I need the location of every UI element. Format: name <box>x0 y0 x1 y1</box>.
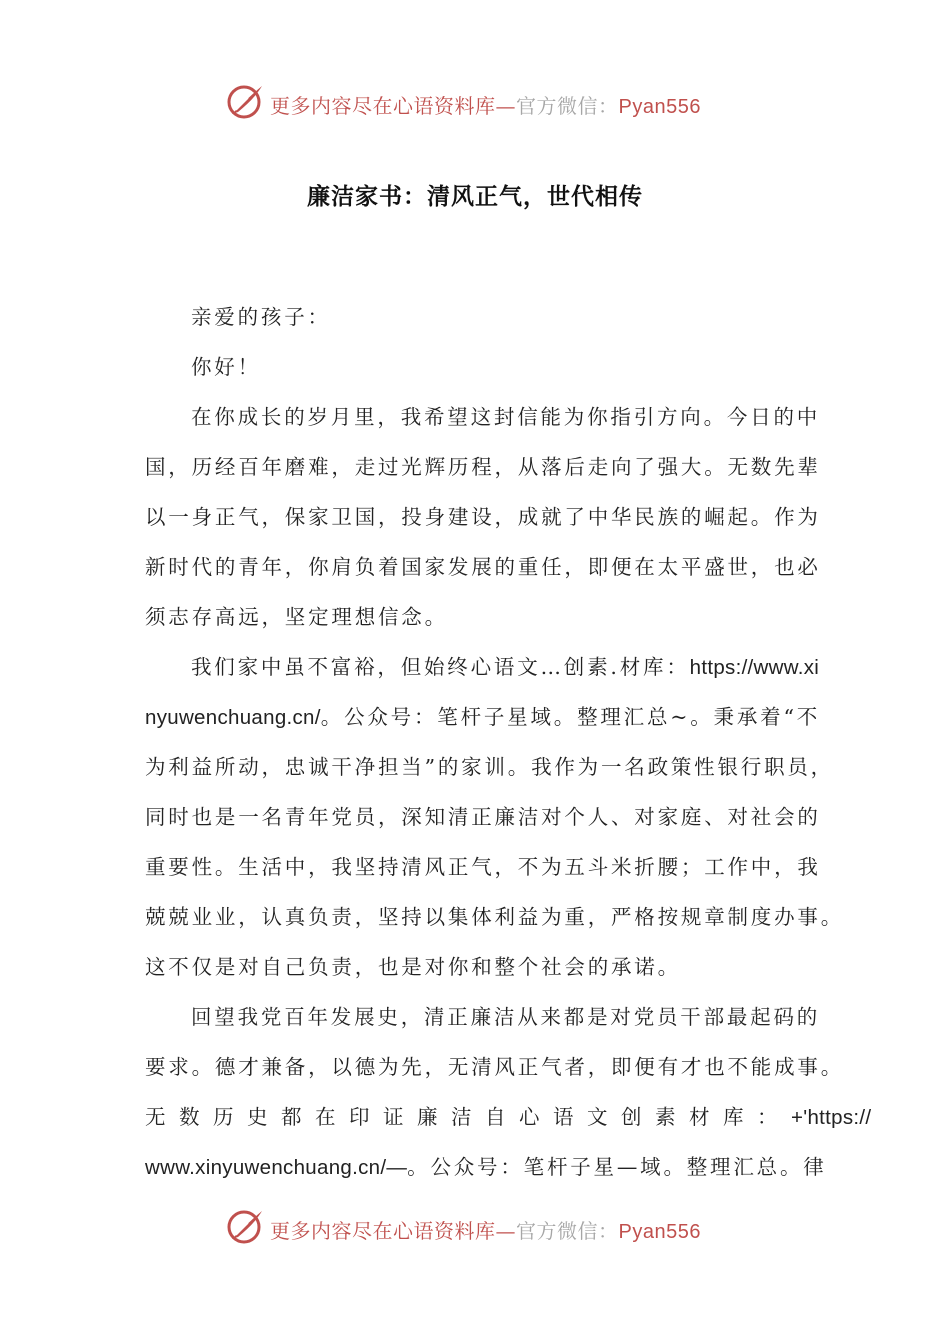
paragraph-line: 兢兢业业，认真负责，坚持以集体利益为重，严格按规章制度办事。 <box>145 905 844 929</box>
paragraph-line: 重要性。生活中，我坚持清风正气，不为五斗米折腰；工作中，我 <box>145 855 821 879</box>
paragraph-line <box>145 1142 827 1192</box>
footer-brand: 更多内容尽在心语资料库— <box>270 1219 516 1243</box>
url-link-segment[interactable]: nyuwenchuang.cn/ <box>145 706 321 729</box>
paragraph-line: 以一身正气，保家卫国，投身建设，成就了中华民族的崛起。作为 <box>145 505 821 529</box>
paragraph-line: 为利益所动，忠诚干净担当”的家训。我作为一名政策性银行职员， <box>145 755 834 779</box>
paragraph-line: 回望我党百年发展史，清正廉洁从来都是对党员干部最起码的 <box>191 1005 821 1029</box>
url-link-segment[interactable]: www.xinyuwenchuang.cn/— <box>145 1156 408 1179</box>
header-banner <box>0 78 950 128</box>
text-segment: 。公众号：笔杆子星—域。整理汇总。律 <box>407 1155 827 1179</box>
paragraph-line: 国，历经百年磨难，走过光辉历程，从落后走向了强大。无数先辈 <box>145 455 821 479</box>
url-link-segment[interactable]: https://www.xi <box>689 656 820 679</box>
header-text <box>270 90 701 119</box>
text-segment: 我们家中虽不富裕，但始终心语文…创素.材库： <box>191 655 690 679</box>
header-brand: 更多内容尽在心语资料库— <box>270 94 516 118</box>
quill-logo-icon <box>226 82 266 122</box>
paragraph-line <box>145 642 820 692</box>
salutation: 你好！ <box>191 355 261 379</box>
footer-wechat-id: Pyan556 <box>618 1221 701 1243</box>
greeting: 亲爱的孩子： <box>191 305 331 329</box>
footer-wechat-label: 官方微信： <box>516 1219 619 1243</box>
paragraph-line: 新时代的青年，你肩负着国家发展的重任，即便在太平盛世，也必 <box>145 555 821 579</box>
document-body <box>145 292 872 1192</box>
paragraph-line: 同时也是一名青年党员，深知清正廉洁对个人、对家庭、对社会的 <box>145 805 821 829</box>
paragraph-line: 须志存高远，坚定理想信念。 <box>145 605 448 629</box>
paragraph-line <box>145 1092 872 1142</box>
quill-logo-icon <box>226 1207 266 1247</box>
header-wechat-label: 官方微信： <box>516 94 619 118</box>
text-segment: 无数历史都在印证廉洁自心语文创素材库： <box>145 1105 791 1129</box>
document-title: 廉洁家书：清风正气，世代相传 <box>307 184 643 210</box>
url-link-segment[interactable]: +'https:// <box>791 1106 872 1129</box>
text-segment: 。公众号：笔杆子星域。整理汇总~。秉承着“不 <box>320 705 821 729</box>
paragraph-line: 在你成长的岁月里，我希望这封信能为你指引方向。今日的中 <box>191 405 821 429</box>
paragraph-line <box>145 692 821 742</box>
paragraph-line: 这不仅是对自己负责，也是对你和整个社会的承诺。 <box>145 955 681 979</box>
header-wechat-id: Pyan556 <box>618 96 701 118</box>
footer-text <box>270 1215 701 1244</box>
footer-banner <box>0 1203 950 1253</box>
paragraph-line: 要求。德才兼备，以德为先，无清风正气者，即便有才也不能成事。 <box>145 1055 844 1079</box>
